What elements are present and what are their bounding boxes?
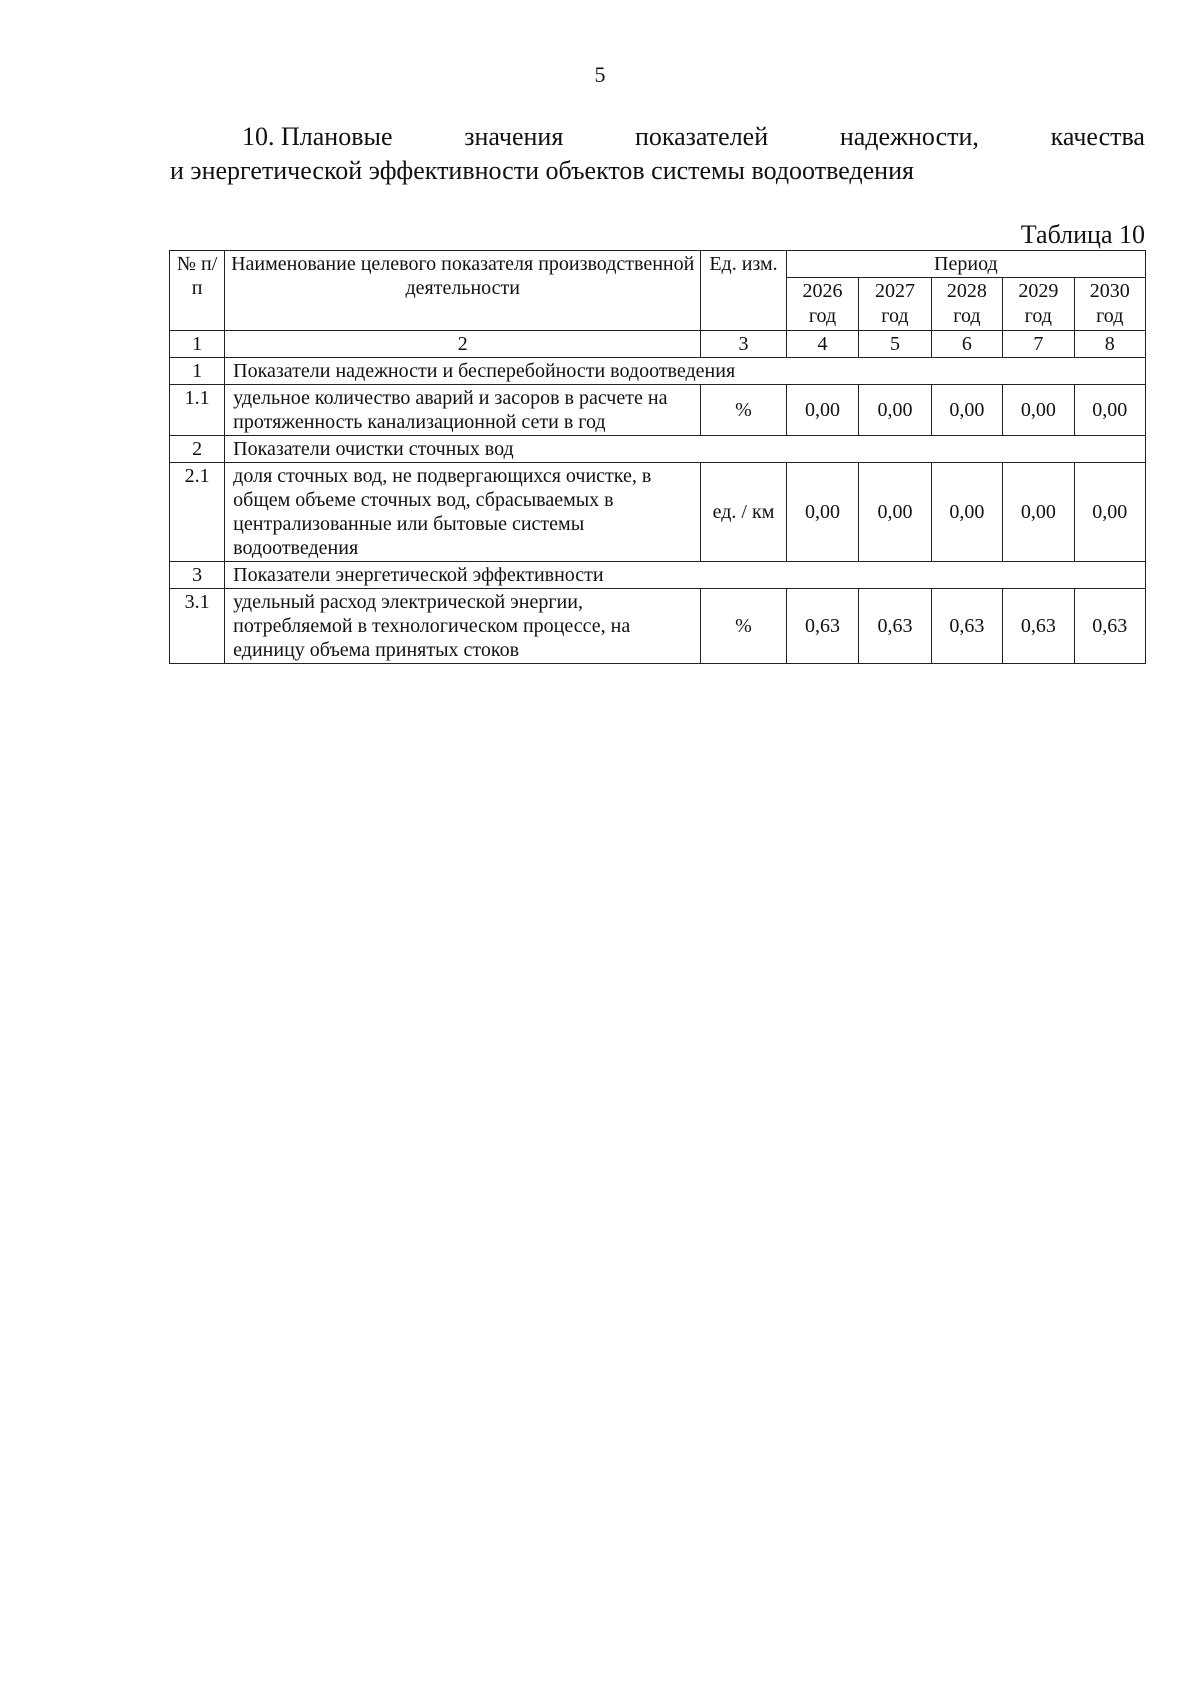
row-value: 0,00 [931,463,1002,562]
column-number: 4 [786,331,858,358]
row-value: 0,00 [931,385,1002,436]
column-number: 6 [931,331,1002,358]
row-value: 0,63 [1074,589,1145,664]
row-unit: % [701,385,786,436]
heading-word: значения [464,122,564,151]
section-row [170,358,1146,385]
section-num: 1 [170,358,225,385]
header-unit: Ед. изм. [701,251,786,331]
column-number: 5 [859,331,931,358]
row-num: 2.1 [170,463,225,562]
heading-word: 10. Плановые [242,122,393,151]
header-year: 2026 год [786,278,858,331]
header-num: № п/п [170,251,225,331]
row-value: 0,63 [786,589,858,664]
row-value: 0,00 [786,385,858,436]
row-unit: ед. / км [701,463,786,562]
column-number: 7 [1003,331,1074,358]
row-num: 3.1 [170,589,225,664]
table-row [170,385,1146,436]
section-title: Показатели надежности и бесперебойности водоотведения [225,358,1146,385]
heading-word: качества [1050,122,1145,151]
heading-line-1 [170,120,1145,154]
row-num: 1.1 [170,385,225,436]
section-title: Показатели энергетической эффективности [225,562,1146,589]
table-row [170,589,1146,664]
row-name: удельное количество аварий и засоров в расчете на протяженность канализационной сети в год [225,385,701,436]
header-row-1 [170,251,1146,278]
row-name: удельный расход электрической энергии, потребляемой в технологическом процессе, на единицу объема принятых стоков [225,589,701,664]
header-year: 2028 год [931,278,1002,331]
header-year: 2030 год [1074,278,1145,331]
section-num: 2 [170,436,225,463]
section-num: 3 [170,562,225,589]
row-value: 0,63 [859,589,931,664]
row-unit: % [701,589,786,664]
section-row [170,562,1146,589]
header-period: Период [786,251,1145,278]
row-value: 0,00 [859,385,931,436]
column-number: 2 [225,331,701,358]
row-value: 0,63 [931,589,1002,664]
row-value: 0,00 [859,463,931,562]
header-year: 2029 год [1003,278,1074,331]
section-heading [170,120,1145,188]
heading-word: надежности, [839,122,979,151]
row-value: 0,00 [1003,385,1074,436]
indicators-table [169,250,1146,664]
row-value: 0,00 [786,463,858,562]
heading-word: показателей [634,122,769,151]
column-number: 3 [701,331,786,358]
row-value: 0,00 [1074,385,1145,436]
page-number: 5 [594,62,606,87]
header-year: 2027 год [859,278,931,331]
column-number: 8 [1074,331,1145,358]
header-name: Наименование целевого показателя производственной деятельности [225,251,701,331]
row-name: доля сточных вод, не подвергающихся очистке, в общем объеме сточных вод, сбрасываемых в централизованные или бытовые системы водоотведения [225,463,701,562]
row-value: 0,00 [1074,463,1145,562]
row-value: 0,63 [1003,589,1074,664]
section-title: Показатели очистки сточных вод [225,436,1146,463]
heading-line-2: и энергетической эффективности объектов системы водоотведения [170,155,914,185]
table-label: Таблица 10 [1020,220,1145,249]
row-value: 0,00 [1003,463,1074,562]
section-row [170,436,1146,463]
column-number: 1 [170,331,225,358]
table-row [170,463,1146,562]
column-number-row [170,331,1146,358]
